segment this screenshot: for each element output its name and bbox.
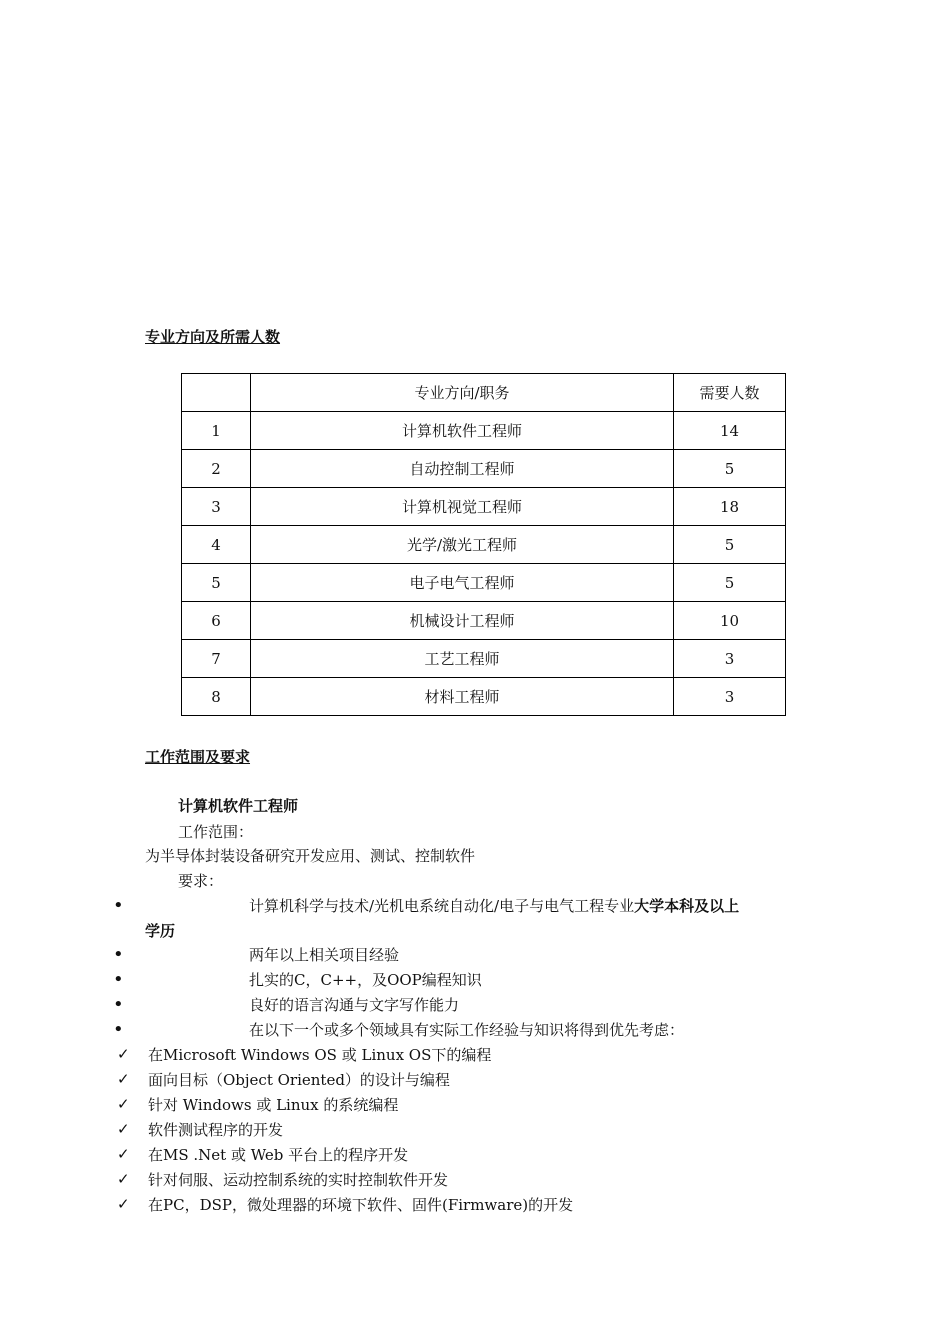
requirement-bold-text: 大学本科及以上 [634,897,740,915]
header-cell-index [182,374,251,412]
row-count: 5 [674,526,786,564]
row-position: 工艺工程师 [251,640,674,678]
scope-text: 为半导体封装设备研究开发应用、测试、控制软件 [145,847,476,865]
requirement-item: 扎实的C，C++，及OOP编程知识 [249,971,482,989]
requirement-item: 两年以上相关项目经验 [249,946,400,964]
row-position: 光学/激光工程师 [251,526,674,564]
bullet-dot-icon: • [113,895,124,916]
preferred-item: 在MS .Net 或 Web 平台上的程序开发 [148,1146,409,1164]
positions-table [181,373,786,716]
preferred-item: 面向目标（Object Oriented）的设计与编程 [148,1071,450,1089]
checkmark-icon: ✓ [117,1170,130,1188]
table-row [182,564,786,602]
table-row [182,526,786,564]
row-index: 2 [182,450,251,488]
requirements-label: 要求： [178,872,224,890]
preferred-item: 在PC，DSP，微处理器的环境下软件、固件(Firmware)的开发 [148,1196,574,1214]
section-title-scope: 工作范围及要求 [145,748,251,766]
requirement-text: 计算机科学与技术/光机电系统自动化/电子与电气工程专业 [249,897,635,915]
row-index: 1 [182,412,251,450]
table-header-row [182,374,786,412]
requirement-item: 在以下一个或多个领域具有实际工作经验与知识将得到优先考虑： [249,1021,685,1039]
row-count: 5 [674,564,786,602]
row-count: 5 [674,450,786,488]
checkmark-icon: ✓ [117,1095,130,1113]
section-title-positions: 专业方向及所需人数 [145,328,281,346]
row-index: 4 [182,526,251,564]
bullet-dot-icon: • [113,1019,124,1040]
row-count: 14 [674,412,786,450]
table-row [182,678,786,716]
row-position: 自动控制工程师 [251,450,674,488]
requirement-item [249,899,739,914]
row-position: 计算机视觉工程师 [251,488,674,526]
row-index: 3 [182,488,251,526]
checkmark-icon: ✓ [117,1195,130,1213]
bullet-dot-icon: • [113,994,124,1015]
bullet-dot-icon: • [113,944,124,965]
row-count: 10 [674,602,786,640]
table-row [182,450,786,488]
table-row [182,488,786,526]
job-title: 计算机软件工程师 [178,797,299,815]
row-position: 材料工程师 [251,678,674,716]
checkmark-icon: ✓ [117,1145,130,1163]
table-row [182,640,786,678]
table-row [182,412,786,450]
header-cell-count: 需要人数 [674,374,786,412]
row-index: 6 [182,602,251,640]
scope-label: 工作范围： [178,823,254,841]
preferred-item: 针对伺服、运动控制系统的实时控制软件开发 [148,1171,449,1189]
row-count: 18 [674,488,786,526]
checkmark-icon: ✓ [117,1120,130,1138]
header-cell-position: 专业方向/职务 [251,374,674,412]
row-position: 机械设计工程师 [251,602,674,640]
checkmark-icon: ✓ [117,1045,130,1063]
preferred-item: 软件测试程序的开发 [148,1121,284,1139]
bullet-dot-icon: • [113,969,124,990]
row-position: 电子电气工程师 [251,564,674,602]
row-position: 计算机软件工程师 [251,412,674,450]
row-count: 3 [674,640,786,678]
checkmark-icon: ✓ [117,1070,130,1088]
row-index: 5 [182,564,251,602]
row-count: 3 [674,678,786,716]
preferred-item: 针对 Windows 或 Linux 的系统编程 [148,1096,399,1114]
preferred-item: 在Microsoft Windows OS 或 Linux OS下的编程 [148,1046,492,1064]
row-index: 8 [182,678,251,716]
row-index: 7 [182,640,251,678]
requirement-continuation: 学历 [145,922,176,940]
table-row [182,602,786,640]
requirement-item: 良好的语言沟通与文字写作能力 [249,996,460,1014]
